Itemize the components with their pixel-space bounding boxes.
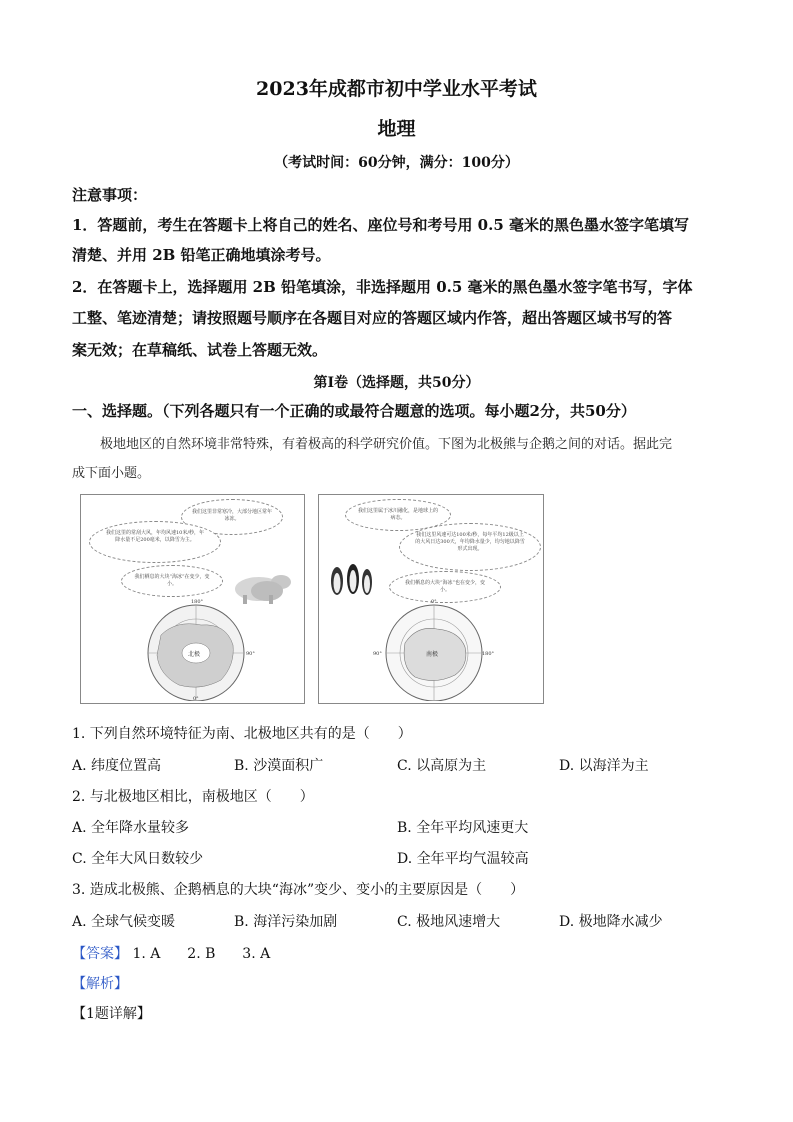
exam-time-info: （考试时间：60分钟，满分：100分） <box>274 155 519 171</box>
answer-1: 1. A <box>132 946 161 962</box>
speech-bubble <box>399 523 541 571</box>
passage-line1: 极地地区的自然环境非常特殊，有着极高的科学研究价值。下图为北极熊与企鹅之间的对话。据此完 <box>100 437 673 452</box>
question-1-option-c[interactable]: C. 以高原为主 <box>397 758 487 774</box>
question-2-stem: 2. 与北极地区相比，南极地区（ ） <box>72 789 314 805</box>
arctic-map <box>131 595 261 701</box>
question-3-option-c[interactable]: C. 极地风速增大 <box>397 914 501 930</box>
longitude-label: 0° <box>431 599 437 605</box>
speech-bubble <box>89 521 221 563</box>
bubble-text: 我们栖息的大块“海冰”也在变少，变小。 <box>404 580 486 593</box>
section-instructions: 一、选择题。（下列各题只有一个正确的或最符合题意的选项。每小题2分，共50分） <box>72 402 636 420</box>
question-2-option-d[interactable]: D. 全年平均气温较高 <box>397 851 529 867</box>
map-label: 南极 <box>426 651 439 658</box>
subject-title: 地理 <box>377 118 416 140</box>
notice-item1-line2: 清楚、并用 2B 铅笔正确地填涂考号。 <box>72 246 331 264</box>
bubble-text: 我们这里的常刮大风，年均风速10米/秒，年降水量不足200毫米，以降雪为主。 <box>105 530 205 543</box>
question-1-option-a[interactable]: A. 纬度位置高 <box>72 758 162 774</box>
longitude-label: 90° <box>246 651 255 657</box>
answer-line <box>72 943 270 963</box>
bubble-text: 我们这里风速可达100米/秒，每年平均12级以上的大风日达300天，年均降水量少，均匀地以降雪形式出现。 <box>415 532 525 552</box>
exam-title: 2023年成都市初中学业水平考试 <box>256 78 537 100</box>
longitude-label: 180° <box>482 651 495 657</box>
penguins-image <box>325 559 375 599</box>
answer-2: 2. B <box>187 946 216 962</box>
antarctic-figure-panel <box>318 494 544 704</box>
bubble-text: 我们这里属于冰川融化，是地球上的病态。 <box>357 508 438 521</box>
question-3-option-b[interactable]: B. 海洋污染加剧 <box>234 914 338 930</box>
question-1-option-d[interactable]: D. 以海洋为主 <box>559 758 649 774</box>
question-1-option-b[interactable]: B. 沙漠面积广 <box>234 758 324 774</box>
question-3-option-d[interactable]: D. 极地降水减少 <box>559 914 663 930</box>
answer-label: 【答案】 <box>72 946 128 962</box>
question-2-option-b[interactable]: B. 全年平均风速更大 <box>397 820 529 836</box>
longitude-label: 0° <box>193 696 199 701</box>
analysis-detail-1: 【1题详解】 <box>72 1006 151 1022</box>
answer-3: 3. A <box>242 946 271 962</box>
passage-line2: 成下面小题。 <box>72 466 151 481</box>
longitude-label: 180° <box>191 599 204 605</box>
antarctic-map <box>369 595 499 701</box>
notice-item1-line1: 1．答题前，考生在答题卡上将自己的姓名、座位号和考号用 0.5 毫米的黑色墨水签字笔填写 <box>72 216 689 234</box>
analysis-label: 【解析】 <box>72 976 128 992</box>
question-1-stem: 1. 下列自然环境特征为南、北极地区共有的是（ ） <box>72 726 412 742</box>
bubble-text: 我们栖息的大块“海冰”在变少，变小。 <box>134 574 210 587</box>
longitude-label: 90° <box>373 651 382 657</box>
question-2-option-c[interactable]: C. 全年大风日数较少 <box>72 851 204 867</box>
notice-item2-line1: 2．在答题卡上，选择题用 2B 铅笔填涂，非选择题用 0.5 毫米的黑色墨水签字笔书写，字体 <box>72 278 693 296</box>
bubble-text: 我们这里非常寒冷，大部分地区常年冰冻。 <box>192 509 273 522</box>
notice-item2-line3: 案无效；在草稿纸、试卷上答题无效。 <box>72 341 328 359</box>
notice-item2-line2: 工整、笔迹清楚；请按照题号顺序在各题目对应的答题区域内作答，超出答题区域书写的答 <box>72 309 673 327</box>
notice-heading: 注意事项： <box>72 186 148 204</box>
question-3-option-a[interactable]: A. 全球气候变暖 <box>72 914 176 930</box>
arctic-figure-panel <box>80 494 305 704</box>
map-label: 北极 <box>188 651 201 658</box>
question-3-stem: 3. 造成北极熊、企鹅栖息的大块“海冰”变少、变小的主要原因是（ ） <box>72 882 525 898</box>
part-title: 第Ⅰ卷（选择题，共50分） <box>313 375 480 391</box>
speech-bubble <box>121 565 223 597</box>
question-2-option-a[interactable]: A. 全年降水量较多 <box>72 820 190 836</box>
